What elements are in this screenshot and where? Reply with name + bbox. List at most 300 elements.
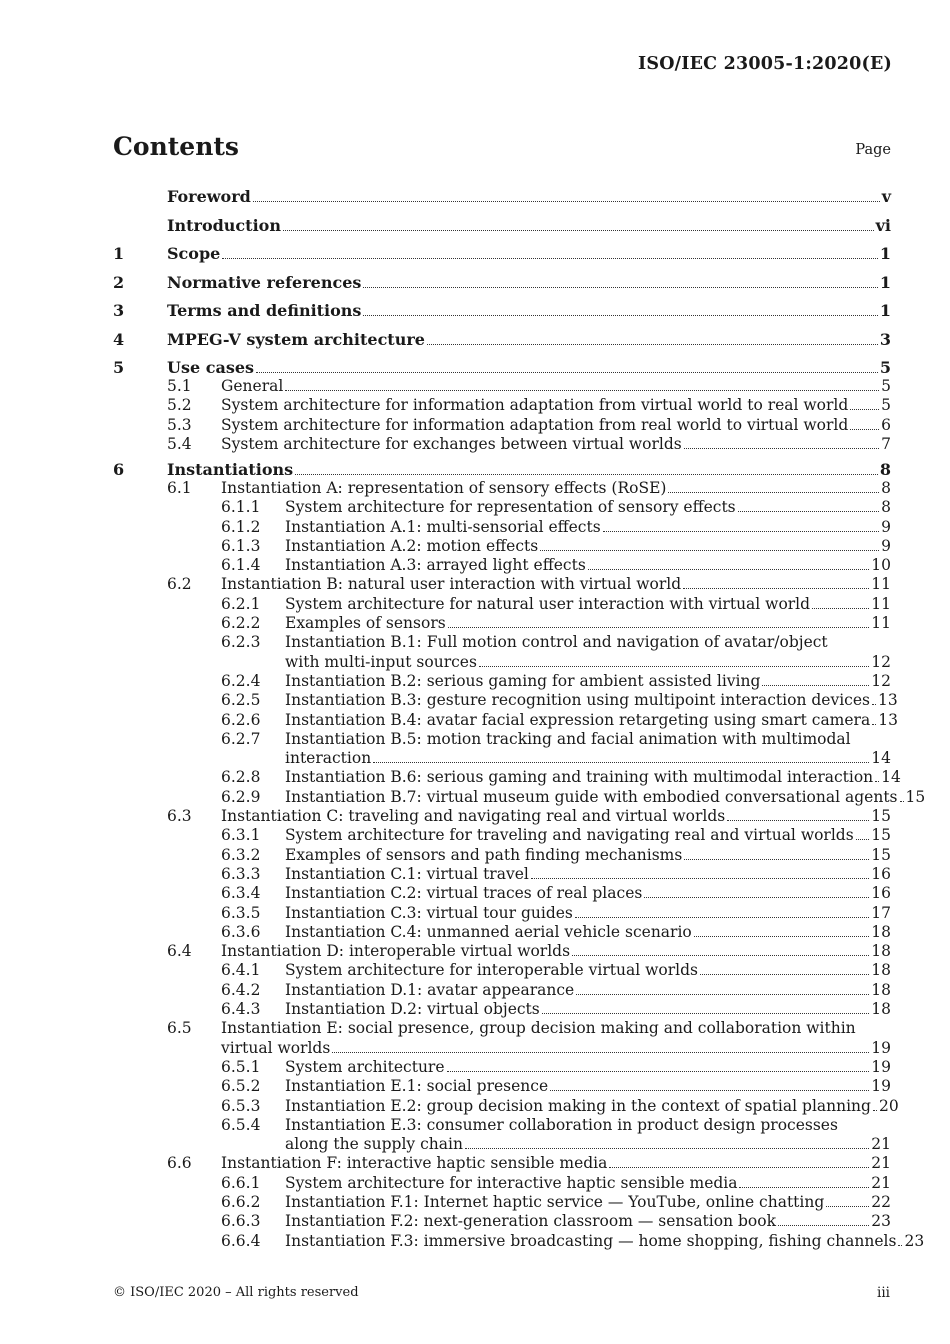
toc-entry-number: 6.5.1 <box>221 1057 261 1076</box>
toc-entry-number: 6.6.2 <box>221 1193 261 1211</box>
toc-entry-line <box>221 575 891 594</box>
toc-entry-title: System architecture for representation of sensory effects <box>285 498 736 517</box>
toc-entry-number: 6.3.3 <box>221 864 261 883</box>
toc-entry-page: 1 <box>879 272 891 292</box>
toc-entry-page: 11 <box>871 575 891 594</box>
dot-leader <box>542 1012 870 1014</box>
toc-entry-line <box>285 787 926 807</box>
toc-entry-number: 2 <box>113 272 125 292</box>
toc-entry[interactable] <box>113 1231 925 1251</box>
toc-entry[interactable] <box>113 710 898 730</box>
toc-entry-title: Instantiation B.2: serious gaming for ambient assisted living <box>285 671 761 690</box>
toc-entry-page: 15 <box>871 807 891 825</box>
toc-entry-number: 6.6.1 <box>221 1173 261 1192</box>
toc-entry-line <box>285 595 891 614</box>
toc-entry[interactable] <box>113 614 891 633</box>
dot-leader <box>283 229 874 231</box>
toc-entry-title: Instantiation B: natural user interaction with virtual world <box>221 575 682 594</box>
toc-entry-page: 5 <box>881 377 891 395</box>
toc-entry[interactable] <box>113 1174 891 1193</box>
toc-entry-number: 6.5.2 <box>221 1077 261 1096</box>
toc-entry-title: Instantiation B.7: virtual museum guide with embodied conversational agents <box>285 787 898 806</box>
toc-entry-number: 5 <box>113 358 125 377</box>
toc-entry-page: 8 <box>879 459 891 479</box>
dot-leader <box>762 684 869 686</box>
toc-entry-title: Instantiation D.1: avatar appearance <box>285 980 575 999</box>
toc-entry[interactable] <box>113 942 891 961</box>
toc-entry[interactable] <box>113 396 891 415</box>
toc-entry-title: interaction <box>285 749 372 768</box>
toc-entry-line <box>285 923 891 942</box>
toc-entry-title: with multi-input sources <box>285 652 477 671</box>
toc-entry[interactable] <box>113 537 891 556</box>
toc-entry-line <box>167 301 891 320</box>
toc-entry[interactable] <box>113 1193 891 1212</box>
toc-entry-line <box>167 244 891 263</box>
toc-entry[interactable] <box>113 1000 891 1019</box>
toc-entry-page: 11 <box>871 594 891 613</box>
toc-entry-page: 8 <box>881 498 891 517</box>
toc-entry-line <box>285 1193 891 1212</box>
toc-entry-number: 6.2.6 <box>221 710 261 729</box>
toc-entry-title: System architecture for information adaptation from real world to virtual world <box>221 415 849 434</box>
toc-entry-line <box>167 216 891 235</box>
toc-entry[interactable] <box>113 377 891 396</box>
toc-entry[interactable] <box>113 1096 899 1116</box>
toc-entry-number: 6.2.1 <box>221 594 261 613</box>
toc-entry-number: 6.2.7 <box>221 729 261 748</box>
toc-entry-title: General <box>221 377 284 395</box>
toc-entry-line <box>285 730 891 749</box>
toc-entry[interactable] <box>113 981 891 1000</box>
toc-entry-continuation[interactable] <box>113 749 891 768</box>
dot-leader <box>603 530 879 532</box>
dot-leader <box>872 723 876 725</box>
toc-entry-title: Instantiation E.2: group decision making in the context of spatial planning <box>285 1096 871 1115</box>
toc-entry-line <box>285 672 891 691</box>
toc-entry-number: 6.5.3 <box>221 1096 261 1115</box>
toc-entry-page: 18 <box>871 961 891 980</box>
dot-leader <box>644 896 869 898</box>
dot-leader <box>668 491 879 493</box>
toc-entry[interactable] <box>113 595 891 614</box>
toc-entry-title: Normative references <box>167 272 362 292</box>
dot-leader <box>572 954 869 956</box>
toc-entry-title: along the supply chain <box>285 1135 463 1154</box>
toc-entry-title: Instantiation C: traveling and navigating real and virtual worlds <box>221 807 726 825</box>
toc-entry-line <box>285 653 891 672</box>
toc-entry[interactable] <box>113 1212 891 1231</box>
toc-entry-line <box>285 1231 925 1251</box>
toc-entry[interactable] <box>113 330 891 349</box>
toc-entry-page: 10 <box>871 556 891 575</box>
toc-entry-title: Instantiation C.2: virtual traces of real places <box>285 884 643 903</box>
copyright-notice: © ISO/IEC 2020 – All rights reserved <box>113 1285 359 1300</box>
toc-entry-title: Instantiation D: interoperable virtual worlds <box>221 942 571 961</box>
toc-entry-line <box>221 479 891 498</box>
toc-entry[interactable] <box>113 575 891 594</box>
toc-entry-number: 6.4.3 <box>221 1000 261 1018</box>
toc-entry[interactable] <box>113 730 891 749</box>
toc-entry-number: 6.2.2 <box>221 614 261 632</box>
toc-entry-title: Instantiation E.1: social presence <box>285 1077 549 1096</box>
toc-entry[interactable] <box>113 787 926 807</box>
toc-entry-number: 6.3.4 <box>221 884 261 903</box>
toc-entry[interactable] <box>113 556 891 575</box>
toc-entry-title: Instantiation B.3: gesture recognition using multipoint interaction devices <box>285 691 870 710</box>
dot-leader <box>295 473 878 475</box>
toc-entry-page: 20 <box>878 1096 899 1115</box>
toc-entry-line <box>285 710 898 730</box>
toc-entry-title: Instantiation E.3: consumer collaboration in product design processes <box>285 1115 838 1134</box>
dot-leader <box>850 428 879 430</box>
toc-entry[interactable] <box>113 358 891 377</box>
toc-entry-number: 5.4 <box>167 434 192 453</box>
toc-entry-title: Instantiation C.4: unmanned aerial vehicle scenario <box>285 922 692 941</box>
toc-entry-title: virtual worlds <box>221 1038 331 1057</box>
toc-entry-number: 6.2 <box>167 575 192 594</box>
toc-entry-number: 6.1.2 <box>221 517 261 536</box>
toc-entry-page: 21 <box>871 1154 891 1173</box>
toc-entry[interactable] <box>113 518 891 537</box>
toc-entry[interactable] <box>113 884 891 903</box>
toc-entry[interactable] <box>113 923 891 942</box>
toc-entry-title: Instantiation A.3: arrayed light effects <box>285 556 586 575</box>
toc-entry-number: 6.2.8 <box>221 768 261 787</box>
page-column-label: Page <box>855 142 891 158</box>
dot-leader <box>363 314 877 316</box>
toc-entry-line <box>221 1154 891 1173</box>
toc-entry-number: 6.3.6 <box>221 922 261 941</box>
toc-entry[interactable] <box>113 691 898 710</box>
toc-entry-title: Instantiation B.6: serious gaming and training with multimodal interaction <box>285 768 874 787</box>
dot-leader <box>256 371 878 373</box>
toc-entry-line <box>285 1174 891 1193</box>
toc-entry[interactable] <box>113 865 891 884</box>
toc-entry-page: 7 <box>881 434 891 453</box>
dot-leader <box>540 549 879 551</box>
document-id: ISO/IEC 23005-1:2020(E) <box>638 54 892 74</box>
toc-entry-number: 6.3.2 <box>221 845 261 864</box>
toc-entry-page: 17 <box>871 903 891 922</box>
toc-entry-page: vi <box>875 215 891 235</box>
dot-leader <box>253 200 880 202</box>
toc-entry-line <box>167 330 891 349</box>
toc-entry-title: System architecture for information adaptation from virtual world to real world <box>221 396 849 415</box>
dot-leader <box>222 257 878 259</box>
toc-entry-number: 1 <box>113 244 125 263</box>
toc-entry-line <box>285 1212 891 1231</box>
toc-entry[interactable] <box>113 904 891 923</box>
toc-entry-line <box>221 1039 891 1058</box>
toc-entry-line <box>285 1000 891 1019</box>
toc-entry-title: System architecture for interactive haptic sensible media <box>285 1173 738 1192</box>
dot-leader <box>684 858 869 860</box>
toc-entry-title: Instantiation A.1: multi-sensorial effects <box>285 517 601 536</box>
toc-entry-page: 15 <box>905 787 926 806</box>
toc-entry-line <box>285 1077 891 1096</box>
toc-entry-number: 6.3.1 <box>221 826 261 845</box>
toc-entry-number: 6.5.4 <box>221 1115 261 1134</box>
toc-entry-number: 6.1.4 <box>221 556 261 575</box>
toc-entry-line <box>221 942 891 961</box>
toc-entry-line <box>167 187 891 206</box>
toc-entry-title: Instantiation C.1: virtual travel <box>285 864 529 883</box>
toc-entry[interactable] <box>113 416 891 435</box>
toc-entry-page: 3 <box>879 329 891 349</box>
toc-entry-page: 22 <box>871 1193 891 1211</box>
dot-leader <box>550 1089 869 1091</box>
toc-entry-title: System architecture <box>285 1057 445 1076</box>
toc-entry-title: Instantiation C.3: virtual tour guides <box>285 903 573 922</box>
dot-leader <box>684 447 879 449</box>
toc-entry-line <box>285 768 901 787</box>
toc-entry-page: 21 <box>871 1135 891 1154</box>
toc-entry-title: Examples of sensors <box>285 614 446 632</box>
toc-entry-page: 12 <box>871 652 891 671</box>
dot-leader <box>727 819 869 821</box>
toc-entry-line <box>167 460 891 479</box>
toc-entry-page: 1 <box>879 244 891 263</box>
toc-entry-title: Instantiation A.2: motion effects <box>285 536 539 555</box>
toc-entry-page: 16 <box>871 884 891 903</box>
toc-entry-page: 5 <box>879 358 891 377</box>
dot-leader <box>588 568 869 570</box>
toc-entry-number: 6.4 <box>167 942 192 961</box>
toc-entry-line <box>285 1135 891 1154</box>
dot-leader <box>427 343 878 345</box>
toc-entry-number: 6.3.5 <box>221 903 261 922</box>
toc-entry[interactable] <box>113 301 891 320</box>
toc-entry[interactable] <box>113 216 891 235</box>
toc-entry[interactable] <box>113 826 891 845</box>
toc-entry-number: 6 <box>113 459 125 479</box>
toc-entry-number: 6.2.5 <box>221 691 261 710</box>
page-number: iii <box>877 1285 890 1301</box>
toc-entry-page: 19 <box>871 1057 891 1076</box>
toc-entry[interactable] <box>113 1116 891 1135</box>
toc-entry-title: Instantiation B.4: avatar facial expression retargeting using smart camera <box>285 710 871 729</box>
toc-entry-number: 3 <box>113 301 125 320</box>
toc-entry-page: 13 <box>878 710 898 729</box>
toc-entry-title: Foreword <box>167 187 251 206</box>
toc-entry-title: Instantiation A: representation of sensory effects (RoSE) <box>221 478 667 497</box>
toc-entry[interactable] <box>113 244 891 263</box>
toc-entry-page: 18 <box>871 1000 891 1018</box>
toc-entry-number: 6.3 <box>167 807 192 825</box>
dot-leader <box>609 1166 869 1168</box>
toc-entry-page: 19 <box>871 1038 891 1057</box>
toc-entry-title: Instantiation F.1: Internet haptic service — YouTube, online chatting <box>285 1193 825 1211</box>
toc-entry-title: Scope <box>167 244 221 263</box>
toc-entry-page: 18 <box>871 942 891 961</box>
dot-leader <box>683 587 869 589</box>
toc-entry-line <box>285 904 891 923</box>
toc-entry-page: 8 <box>881 478 891 497</box>
toc-entry-page: 12 <box>871 671 891 690</box>
toc-entry-line <box>285 826 891 845</box>
toc-entry-number: 6.1.3 <box>221 536 261 555</box>
toc-entry[interactable] <box>113 672 891 691</box>
toc-entry[interactable] <box>113 846 891 865</box>
toc-entry-line <box>221 435 891 454</box>
toc-entry-page: 18 <box>871 980 891 999</box>
toc-entry[interactable] <box>113 1058 891 1077</box>
dot-leader <box>856 838 870 840</box>
dot-leader <box>738 510 879 512</box>
toc-entry-line <box>285 537 891 556</box>
dot-leader <box>531 877 869 879</box>
toc-entry-page: 16 <box>871 864 891 883</box>
dot-leader <box>363 286 877 288</box>
dot-leader <box>739 1186 869 1188</box>
toc-entry-line <box>285 633 891 652</box>
toc-entry-title: Instantiation B.5: motion tracking and facial animation with multimodal <box>285 729 851 748</box>
dot-leader <box>700 973 869 975</box>
toc-entry-line <box>285 1058 891 1077</box>
toc-entry-page: 13 <box>877 691 898 710</box>
toc-entry[interactable] <box>113 633 891 652</box>
toc-entry-number: 6.4.1 <box>221 961 261 980</box>
toc-entry-number: 6.6.3 <box>221 1212 261 1231</box>
toc-entry-number: 5.3 <box>167 415 192 434</box>
dot-leader <box>812 607 869 609</box>
dot-leader <box>447 1070 870 1072</box>
dot-leader <box>465 1147 869 1149</box>
toc-entry-line <box>285 961 891 980</box>
toc-entry-number: 6.2.3 <box>221 633 261 652</box>
toc-entry[interactable] <box>113 1154 891 1173</box>
toc-entry-line <box>285 691 898 710</box>
toc-entry-title: Instantiation B.1: Full motion control and navigation of avatar/object <box>285 633 828 652</box>
toc-entry-line <box>285 846 891 865</box>
toc-entry-page: v <box>881 187 891 206</box>
toc-entry-line <box>285 518 891 537</box>
toc-entry-page: 6 <box>881 415 891 434</box>
toc-entry-number: 6.6.4 <box>221 1231 261 1250</box>
dot-leader <box>575 916 869 918</box>
toc-entry-line <box>285 1116 891 1135</box>
dot-leader <box>576 993 869 995</box>
toc-entry-page: 11 <box>871 614 891 632</box>
toc-entry-page: 21 <box>871 1173 891 1192</box>
toc-entry-page: 1 <box>879 301 891 320</box>
toc-entry-number: 6.1.1 <box>221 498 261 517</box>
toc-entry-title: Use cases <box>167 358 255 377</box>
dot-leader <box>872 703 876 705</box>
dot-leader <box>373 761 869 763</box>
toc-entry-line <box>221 807 891 826</box>
dot-leader <box>900 800 904 802</box>
toc-entry-title: System architecture for traveling and navigating real and virtual worlds <box>285 826 854 845</box>
toc-entry-line <box>285 884 891 903</box>
toc-entry-continuation[interactable] <box>113 1135 891 1154</box>
toc-entry-line <box>285 865 891 884</box>
toc-entry-title: Instantiations <box>167 459 294 479</box>
toc-entry[interactable] <box>113 1019 891 1038</box>
dot-leader <box>479 665 869 667</box>
toc-entry-title: Instantiation D.2: virtual objects <box>285 1000 540 1018</box>
toc-entry[interactable] <box>113 807 891 826</box>
dot-leader <box>285 389 879 391</box>
toc-entry-title: Terms and definitions <box>167 301 362 320</box>
toc-entry-page: 15 <box>871 826 891 845</box>
toc-entry[interactable] <box>113 498 891 517</box>
toc-entry[interactable] <box>113 460 891 479</box>
toc-entry[interactable] <box>113 1077 891 1096</box>
toc-entry-title: MPEG-V system architecture <box>167 329 425 349</box>
toc-entry-page: 18 <box>871 922 891 941</box>
toc-entry[interactable] <box>113 273 891 292</box>
toc-entry-page: 23 <box>904 1231 925 1250</box>
toc-entry-page: 15 <box>871 845 891 864</box>
toc-entry-number: 5.1 <box>167 377 192 395</box>
dot-leader <box>332 1051 869 1053</box>
toc-entry-page: 9 <box>881 517 891 536</box>
toc-entry-line <box>221 1019 891 1038</box>
toc-entry-line <box>285 981 891 1000</box>
toc-entry[interactable] <box>113 768 901 787</box>
dot-leader <box>898 1244 902 1246</box>
dot-leader <box>850 408 879 410</box>
toc-entry[interactable] <box>113 187 891 206</box>
toc-entry-line <box>167 273 891 292</box>
toc-entry-page: 23 <box>871 1212 891 1231</box>
toc-entry-page: 14 <box>881 768 901 787</box>
toc-entry-title: Instantiation E: social presence, group decision making and collaboration within <box>221 1019 856 1038</box>
toc-entry-number: 6.4.2 <box>221 980 261 999</box>
toc-entry-title: Instantiation F.3: immersive broadcasting — home shopping, fishing channels <box>285 1231 897 1250</box>
toc-entry-title: Examples of sensors and path finding mechanisms <box>285 845 683 864</box>
dot-leader <box>873 1109 877 1111</box>
dot-leader <box>448 626 870 628</box>
toc-entry-line <box>285 556 891 575</box>
contents-title: Contents <box>113 132 240 161</box>
dot-leader <box>778 1224 869 1226</box>
toc-entry-continuation[interactable] <box>113 1039 891 1058</box>
toc-entry-title: System architecture for natural user interaction with virtual world <box>285 594 811 613</box>
toc-entry-line <box>285 614 891 633</box>
toc-entry-number: 6.5 <box>167 1019 192 1038</box>
toc-entry-continuation[interactable] <box>113 653 891 672</box>
toc-entry-line <box>221 416 891 435</box>
toc-entry-line <box>285 749 891 768</box>
toc-entry-line <box>285 1096 899 1116</box>
toc-entry-title: System architecture for exchanges between virtual worlds <box>221 434 682 453</box>
toc-entry-title: System architecture for interoperable virtual worlds <box>285 961 698 980</box>
toc-entry-page: 19 <box>871 1077 891 1096</box>
toc-entry[interactable] <box>113 961 891 980</box>
toc-entry-line <box>221 396 891 415</box>
dot-leader <box>826 1205 869 1207</box>
toc-entry-title: Introduction <box>167 215 281 235</box>
toc-entry-line <box>285 498 891 517</box>
toc-entry-number: 4 <box>113 329 125 349</box>
toc-entry-number: 6.2.9 <box>221 787 261 806</box>
toc-entry-number: 6.1 <box>167 478 192 497</box>
toc-entry-number: 6.6 <box>167 1154 192 1173</box>
toc-entry-line <box>221 377 891 396</box>
toc-entry-number: 5.2 <box>167 396 192 415</box>
toc-entry-page: 14 <box>871 749 891 768</box>
toc-entry-line <box>167 358 891 377</box>
toc-entry-page: 9 <box>881 536 891 555</box>
dot-leader <box>875 780 879 782</box>
dot-leader <box>694 935 870 937</box>
toc-entry-page: 5 <box>881 396 891 415</box>
toc-entry[interactable] <box>113 479 891 498</box>
toc-entry[interactable] <box>113 435 891 454</box>
